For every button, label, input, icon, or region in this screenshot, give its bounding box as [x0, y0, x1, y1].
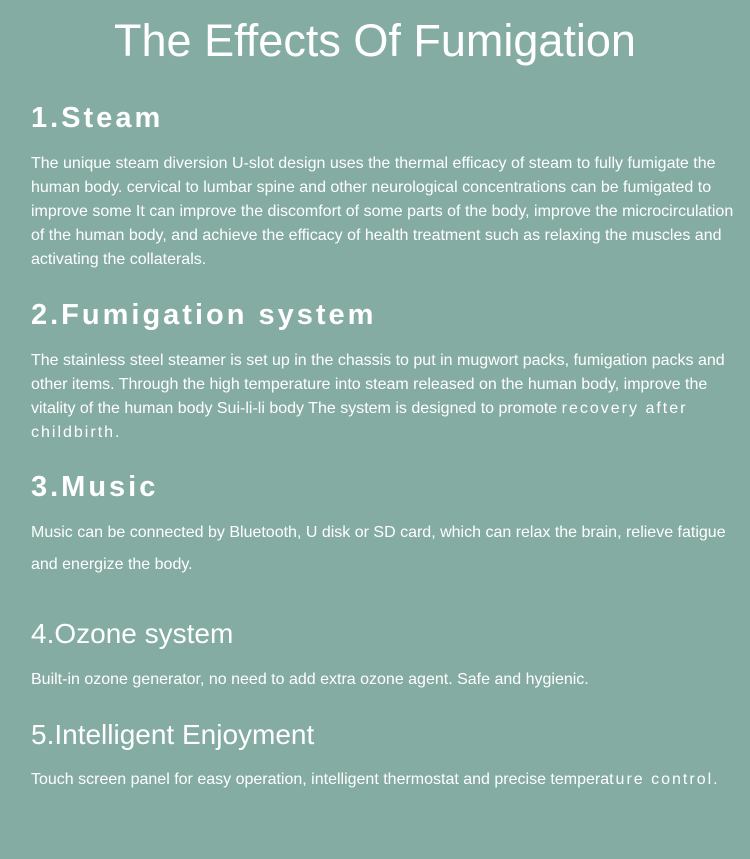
section-body-fumigation-system: [31, 349, 743, 445]
section-body-intelligent-enjoyment-tail: ture control.: [609, 771, 720, 788]
section-heading-intelligent-enjoyment: 5.Intelligent Enjoyment: [31, 719, 315, 750]
section-heading-steam: 1.Steam: [31, 102, 164, 134]
section-body-steam: The unique steam diversion U-slot design uses the thermal efficacy of steam to fully fumigate the human body. cervical to lumbar spine and other neurological concentrations can be fumigated to improve some It can improve the discomfort of some parts of the body, improve the microcirculation of the human body, and achieve the efficacy of health treatment such as relaxing the muscles and activating the collaterals.: [31, 155, 734, 268]
section-body-intelligent-enjoyment: [31, 764, 743, 796]
section-heading-music: 3.Music: [31, 471, 159, 503]
section-body-fumigation-system-tail: recovery after childbirth.: [31, 400, 688, 441]
section-heading-ozone-system: 4.Ozone system: [31, 618, 234, 649]
section-heading-fumigation-system: 2.Fumigation system: [31, 299, 377, 331]
page-title: The Effects Of Fumigation: [114, 15, 636, 66]
section-body-fumigation-system-text: The stainless steel steamer is set up in the chassis to put in mugwort packs, fumigation packs and other items. Through the high temperature into steam released on the human body, improve the vitality of the human body Sui-li-li body The system is designed to promote: [31, 352, 725, 417]
section-body-ozone-system: Built-in ozone generator, no need to add extra ozone agent. Safe and hygienic.: [31, 671, 589, 688]
section-body-music: Music can be connected by Bluetooth, U disk or SD card, which can relax the brain, relieve fatigue and energize the body.: [31, 524, 726, 573]
section-body-intelligent-enjoyment-text: Touch screen panel for easy operation, intelligent thermostat and precise tempera: [31, 771, 610, 788]
